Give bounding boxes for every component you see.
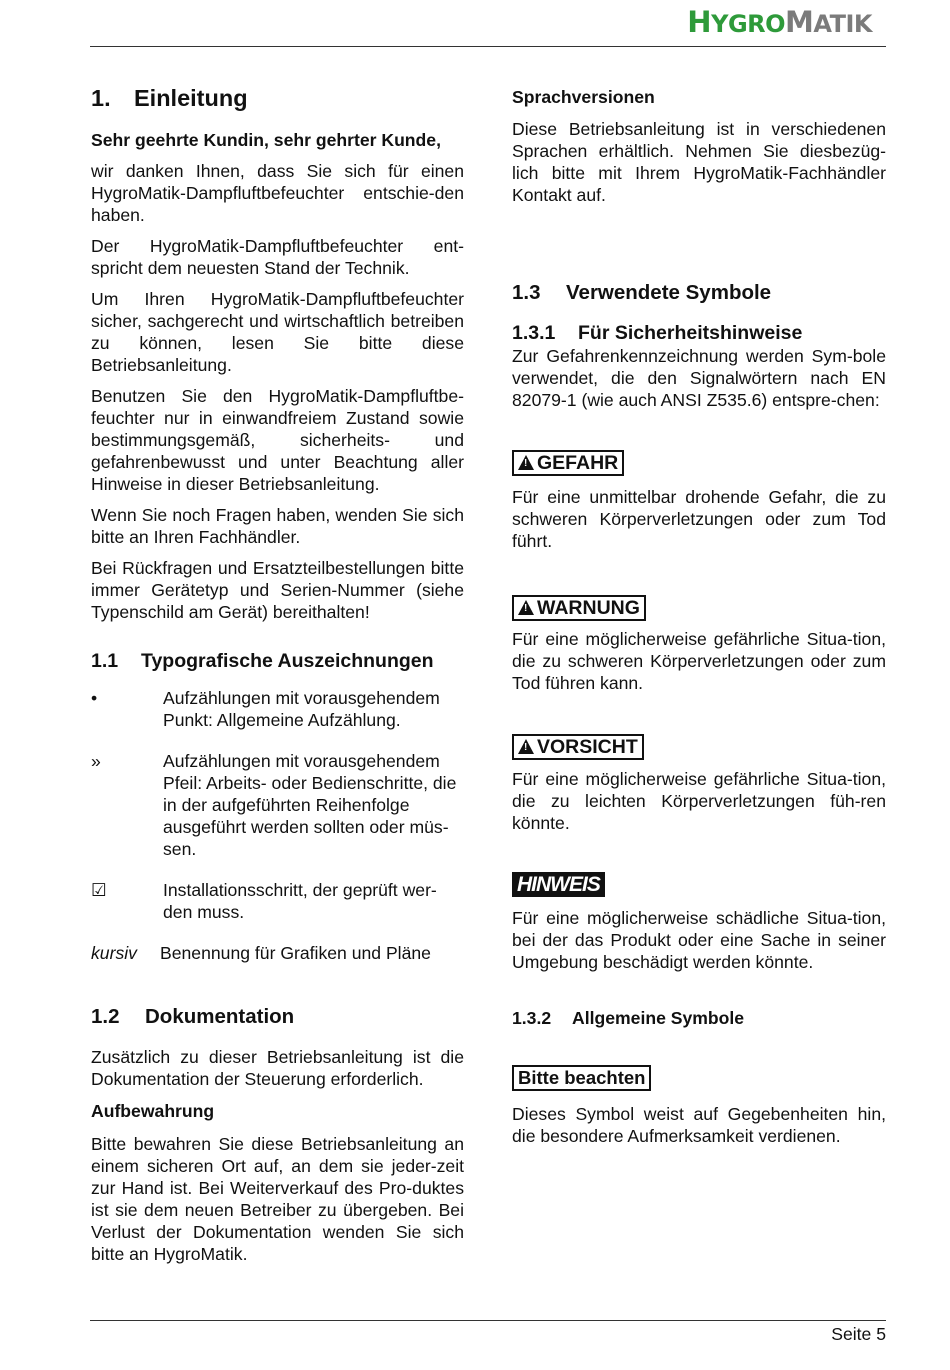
please-note-sign: Bitte beachten	[512, 1065, 651, 1091]
section-heading-1-3-1: 1.3.1 Für Sicherheitshinweise	[512, 322, 803, 344]
section-heading-1-3-2: 1.3.2 Allgemeine Symbole	[512, 1008, 745, 1028]
paragraph: Bitte bewahren Sie diese Betriebsanleitung an einem sicheren Ort auf, an dem sie jeder-zeit zur Hand ist. Bei Weiterverkauf des Pro-duktes ist sie dem neuen Betreiber zu übergeben. Bei Verlust der Dokumentation wenden Sie sich bitte an HygroMatik.	[91, 1134, 464, 1264]
paragraph: Der HygroMatik-Dampfluftbefeuchter ent-spricht dem neuesten Stand der Technik.	[91, 236, 464, 278]
arrow-bullet-icon: »	[91, 751, 101, 771]
bullet-dot-icon: •	[91, 688, 98, 708]
paragraph: wir danken Ihnen, dass Sie sich für einen HygroMatik-Dampfluftbefeuchter entschie-den haben.	[91, 161, 464, 225]
left-column	[91, 80, 464, 1265]
caution-sign: ! VORSICHT	[512, 734, 644, 760]
page-header	[90, 0, 886, 47]
chapter-heading: 1. Einleitung	[91, 85, 248, 111]
checkbox-checked-icon: ☑	[91, 880, 107, 900]
notice-sign: HINWEIS	[512, 872, 605, 897]
greeting: Sehr geehrte Kundin, sehr gehrter Kunde,	[91, 130, 441, 150]
subheading-sprachversionen: Sprachversionen	[512, 87, 655, 107]
page-footer	[90, 1320, 886, 1344]
paragraph: Für eine möglicherweise gefährliche Situa-tion, die zu schweren Körperverletzungen oder zum Tod führen kann.	[512, 629, 886, 693]
list-item: ☑ Installationsschritt, der geprüft wer-den muss.	[91, 880, 437, 922]
list-item: » Aufzählungen mit vorausgehendem Pfeil: Arbeits- oder Bedienschritte, die in der aufgeführten Reihenfolge ausgeführt werden sollten oder müs-sen.	[91, 751, 457, 859]
paragraph: Zusätzlich zu dieser Betriebsanleitung ist die Dokumentation der Steuerung erforderlich.	[91, 1047, 464, 1089]
paragraph: Dieses Symbol weist auf Gegebenheiten hin, die besondere Aufmerksamkeit verdienen.	[512, 1104, 886, 1146]
italic-label: kursiv	[91, 943, 137, 963]
paragraph: Für eine unmittelbar drohende Gefahr, die zu schweren Körperverletzungen oder zum Tod führt.	[512, 487, 886, 551]
paragraph: Zur Gefahrenkennzeichnung werden Sym-bole verwendet, die den Signalwörtern nach EN 82079-1 (wie auch ANSI Z535.6) entspre-chen:	[512, 346, 886, 410]
paragraph: Bei Rückfragen und Ersatzteilbestellungen bitte immer Gerätetyp und Serien-Nummer (siehe Typenschild am Gerät) bereithalten!	[91, 558, 464, 622]
right-column	[512, 80, 886, 1147]
danger-sign: ! GEFAHR	[512, 450, 624, 476]
paragraph: Wenn Sie noch Fragen haben, wenden Sie sich bitte an Ihren Fachhändler.	[91, 505, 464, 547]
warning-triangle-icon: !	[518, 600, 534, 615]
section-heading-1-2: 1.2 Dokumentation	[91, 1005, 295, 1028]
warning-sign: ! WARNUNG	[512, 595, 646, 621]
paragraph: Für eine möglicherweise schädliche Situa-tion, bei der das Produkt oder eine Sache in seiner Umgebung beschädigt werden könnte.	[512, 908, 886, 972]
hygromatik-logo: HYGROMATIK	[687, 5, 872, 39]
warning-triangle-icon: !	[518, 739, 534, 754]
paragraph: Für eine möglicherweise gefährliche Situa-tion, die zu leichten Körperverletzungen füh-ren könnte.	[512, 769, 886, 833]
list-item: • Aufzählungen mit vorausgehendem Punkt: Allgemeine Aufzählung.	[91, 688, 440, 730]
page-number: Seite 5	[831, 1324, 886, 1344]
list-item: kursiv Benennung für Grafiken und Pläne	[91, 943, 431, 963]
paragraph: Um Ihren HygroMatik-Dampfluftbefeuchter sicher, sachgerecht und wirtschaftlich betreiben zu können, lesen Sie bitte diese Betriebsanleitung.	[91, 289, 464, 375]
paragraph: Diese Betriebsanleitung ist in verschiedenen Sprachen erhältlich. Nehmen Sie diesbezüg-lich bitte mit Ihrem HygroMatik-Fachhändler Kontakt auf.	[512, 119, 886, 205]
section-heading-1-1: 1.1 Typografische Auszeichnungen	[91, 650, 434, 672]
warning-triangle-icon: !	[518, 455, 534, 470]
section-heading-1-3: 1.3 Verwendete Symbole	[512, 281, 772, 304]
subheading-aufbewahrung: Aufbewahrung	[91, 1101, 215, 1121]
paragraph: Benutzen Sie den HygroMatik-Dampfluftbe-feuchter nur in einwandfreiem Zustand sowie bestimmungsgemäß, sicherheits- und gefahrenbewusst und unter Beachtung aller Hinweise in dieser Betriebsanleitung.	[91, 386, 464, 494]
